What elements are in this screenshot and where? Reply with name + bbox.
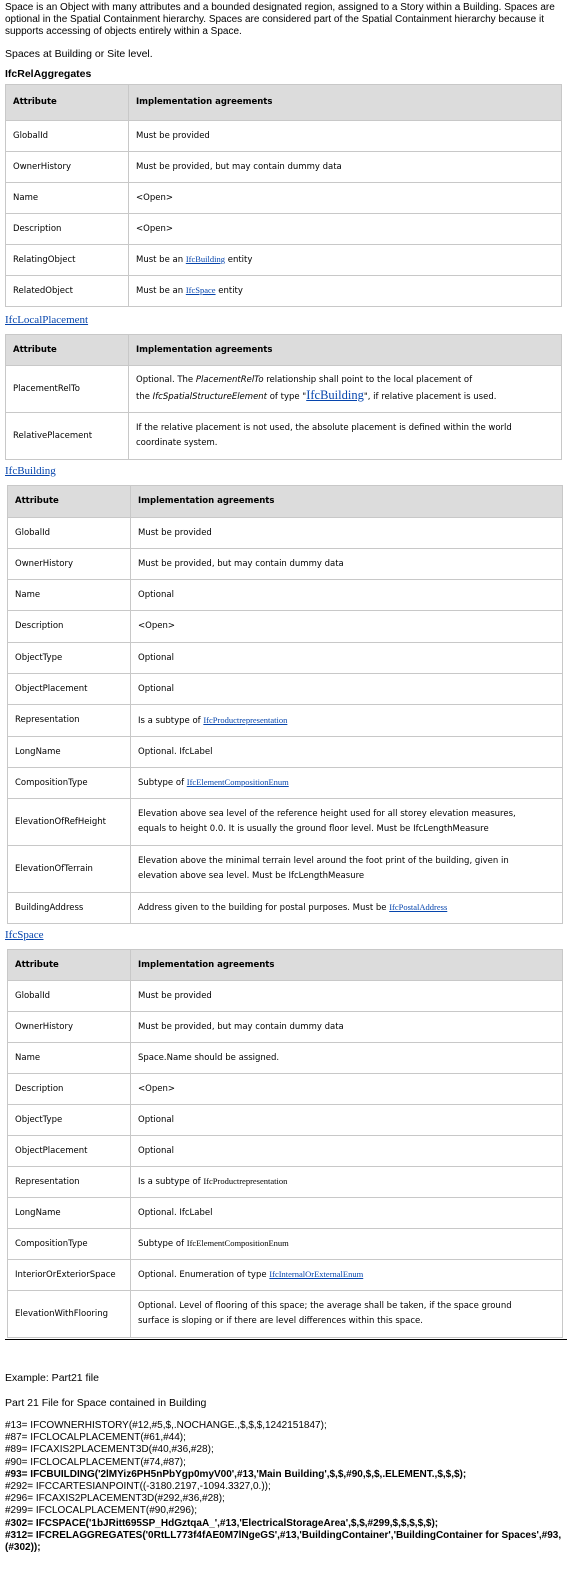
header-agreements: Implementation agreements [131, 950, 563, 981]
cell-line: Elevation above the minimal terrain level around the foot print of the building, given in [138, 856, 509, 866]
code-line: #292= IFCCARTESIANPOINT((-3180.2197,-1094.3327,0.)); [5, 1481, 271, 1493]
building-table [7, 485, 563, 924]
attr-cell: Name [8, 1043, 131, 1074]
agreement-cell: <Open> [131, 1074, 563, 1105]
table-row [6, 214, 562, 245]
attr-cell: InteriorOrExteriorSpace [8, 1260, 131, 1291]
table-header-row [6, 335, 562, 366]
agreement-cell [129, 413, 562, 460]
table-row [8, 737, 563, 768]
agreement-cell [131, 768, 563, 799]
table-row [8, 1291, 563, 1338]
table-row [8, 518, 563, 549]
cell-serif-text: IfcProductrepresentation [203, 1176, 288, 1186]
agreement-cell [129, 245, 562, 276]
table-row [6, 121, 562, 152]
relaggregates-table [5, 84, 562, 307]
cell-italic: IfcSpatialStructureElement [152, 392, 268, 402]
header-agreements: Implementation agreements [129, 85, 562, 121]
attr-cell: RelatingObject [6, 245, 129, 276]
cell-text: Must be an [136, 286, 186, 296]
code-line: #299= IFCLOCALPLACEMENT(#90,#296); [5, 1505, 198, 1517]
ifcspace-link[interactable]: IfcSpace [185, 285, 216, 295]
attr-cell: ObjectType [8, 1105, 131, 1136]
table-row [6, 366, 562, 413]
ifcinternalorexternalenum-link[interactable]: IfcInternalOrExternalEnum [269, 1269, 364, 1279]
attr-cell: CompositionType [8, 768, 131, 799]
example-caption: Part 21 File for Space contained in Building [5, 1397, 207, 1409]
code-line: #93= IFCBUILDING('2lMYiz6PH5nPbYgp0myV00',#13,'Main Building',$,$,#90,$,$,.ELEMENT.,$,$,$); [5, 1468, 467, 1480]
cell-line [136, 388, 554, 405]
table-row [8, 549, 563, 580]
ifcbuilding-link[interactable]: IfcBuilding [185, 254, 226, 264]
agreement-cell: Must be provided, but may contain dummy data [129, 152, 562, 183]
ifcbuilding-link[interactable]: IfcBuilding [306, 388, 364, 402]
attr-cell: Description [6, 214, 129, 245]
header-attribute: Attribute [8, 950, 131, 981]
agreement-cell [129, 366, 562, 413]
table-row [8, 799, 563, 846]
table-row [8, 705, 563, 737]
table-row [8, 1167, 563, 1198]
attr-cell: OwnerHistory [8, 1012, 131, 1043]
cell-serif-text: IfcElementCompositionEnum [186, 1238, 289, 1248]
agreement-cell: Optional. IfcLabel [131, 737, 563, 768]
agreement-cell [131, 1229, 563, 1260]
intro-paragraph: Space is an Object with many attributes and a bounded designated region, assigned to a Story within a Building. Spaces are optional in the Spatial Containment hierarchy. Spaces are considered part of the Spatial Containment hierarchy because it supports accessing of objects entirely within a Space. [5, 2, 555, 37]
attr-cell: ObjectPlacement [8, 674, 131, 705]
attr-cell: Name [6, 183, 129, 214]
cell-text: Is a subtype of [138, 715, 204, 726]
agreement-cell: Space.Name should be assigned. [131, 1043, 563, 1074]
cell-line [136, 373, 554, 388]
table-row [8, 1105, 563, 1136]
agreement-cell: Optional [131, 674, 563, 705]
agreement-cell: <Open> [129, 214, 562, 245]
table-row [8, 643, 563, 674]
attr-cell: Description [8, 611, 131, 643]
cell-text: entity [225, 255, 253, 265]
table-row [8, 1012, 563, 1043]
agreement-cell [129, 276, 562, 307]
table-row [8, 580, 563, 611]
agreement-cell: <Open> [129, 183, 562, 214]
table-header-row [8, 950, 563, 981]
cell-text: of type " [267, 392, 307, 402]
code-line: #90= IFCLOCALPLACEMENT(#74,#87); [5, 1456, 186, 1468]
part21-code-block [5, 1420, 570, 1554]
attr-cell: OwnerHistory [6, 152, 129, 183]
table-row [8, 1136, 563, 1167]
attr-cell: ObjectType [8, 643, 131, 674]
divider [5, 1339, 567, 1340]
cell-text: Is a subtype of [138, 1177, 204, 1187]
agreement-cell [131, 846, 563, 893]
code-line: #302= IFCSPACE('1bJRitt695SP_HdGztqaA_',#13,'ElectricalStorageArea',$,$,#299,$,$,$,$,$); [5, 1517, 439, 1529]
agreement-cell: Must be provided, but may contain dummy data [131, 1012, 563, 1043]
cell-text: Subtype of [138, 778, 187, 788]
table-row [6, 245, 562, 276]
attr-cell: GlobalId [8, 981, 131, 1012]
attr-cell: Description [8, 1074, 131, 1105]
code-line: #87= IFCLOCALPLACEMENT(#61,#44); [5, 1432, 186, 1444]
section-heading: IfcRelAggregates [5, 68, 92, 80]
ifcelementcompositionenum-link[interactable]: IfcElementCompositionEnum [186, 777, 289, 787]
cell-line: surface is sloping or if there are level differences within this space. [138, 1316, 423, 1326]
attr-cell: RelatedObject [6, 276, 129, 307]
cell-text: Optional. The [136, 375, 196, 385]
agreement-cell [131, 799, 563, 846]
cell-text: entity [215, 286, 243, 296]
cell-text: Must be an [136, 255, 186, 265]
attr-cell: BuildingAddress [8, 893, 131, 924]
table-row [8, 1229, 563, 1260]
ifcproductrepresentation-link[interactable]: IfcProductrepresentation [203, 714, 288, 725]
table-row [8, 1043, 563, 1074]
table-row [8, 846, 563, 893]
table-row [8, 611, 563, 643]
table-row [8, 1198, 563, 1229]
agreement-cell: Must be provided, but may contain dummy data [131, 549, 563, 580]
ifcspace-title-link[interactable]: IfcSpace [5, 929, 44, 941]
cell-italic: PlacementRelTo [195, 375, 264, 385]
space-table [7, 949, 563, 1338]
cell-line: Elevation above sea level of the reference height used for all storey elevation measures, [138, 809, 516, 819]
code-line: #13= IFCOWNERHISTORY(#12,#5,$,.NOCHANGE.,$,$,$,1242151847); [5, 1420, 327, 1431]
attr-cell: ObjectPlacement [8, 1136, 131, 1167]
cell-line: Optional. Level of flooring of this space; the average shall be taken, if the space ground [138, 1301, 512, 1311]
table-row [6, 276, 562, 307]
attr-cell: Name [8, 580, 131, 611]
code-line: #312= IFCRELAGGREGATES('0RtLL773f4fAE0M7lNgeGS',#13,'BuildingContainer','BuildingContainer for Spaces',#93,(#302)); [5, 1529, 562, 1554]
attr-cell: Representation [8, 705, 131, 737]
table-row [8, 674, 563, 705]
header-attribute: Attribute [6, 335, 129, 366]
cell-text: Address given to the building for postal purposes. Must be [138, 903, 390, 913]
table-row [8, 981, 563, 1012]
ifcpostaladdress-link[interactable]: IfcPostalAddress [389, 902, 448, 912]
agreement-cell: Optional [131, 1105, 563, 1136]
table-row [6, 413, 562, 460]
table-header-row [8, 486, 563, 518]
attr-cell: RelativePlacement [6, 413, 129, 460]
cell-text: ", if relative placement is used. [363, 392, 497, 402]
header-attribute: Attribute [8, 486, 131, 518]
table-row [8, 768, 563, 799]
agreement-cell: <Open> [131, 611, 563, 643]
localplacement-table [5, 334, 562, 460]
table-row [6, 152, 562, 183]
attr-cell: ElevationOfRefHeight [8, 799, 131, 846]
cell-text: Subtype of [138, 1239, 187, 1249]
cell-text: relationship shall point to the local placement of [263, 375, 473, 385]
header-agreements: Implementation agreements [131, 486, 563, 518]
table-header-row [6, 85, 562, 121]
example-label: Example: Part21 file [5, 1372, 99, 1384]
spaces-subtitle: Spaces at Building or Site level. [5, 48, 153, 60]
attr-cell: Representation [8, 1167, 131, 1198]
attr-cell: ElevationWithFlooring [8, 1291, 131, 1338]
attr-cell: OwnerHistory [8, 549, 131, 580]
ifclocalplacement-title-link[interactable]: IfcLocalPlacement [5, 314, 89, 326]
agreement-cell: Optional [131, 1136, 563, 1167]
attr-cell: LongName [8, 737, 131, 768]
cell-line: elevation above sea level. Must be IfcLengthMeasure [138, 871, 365, 881]
attr-cell: ElevationOfTerrain [8, 846, 131, 893]
agreement-cell [131, 893, 563, 924]
table-row [6, 183, 562, 214]
agreement-cell: Optional [131, 580, 563, 611]
attr-cell: PlacementRelTo [6, 366, 129, 413]
agreement-cell: Must be provided [131, 518, 563, 549]
header-agreements: Implementation agreements [129, 335, 562, 366]
attr-cell: GlobalId [8, 518, 131, 549]
agreement-cell: Must be provided [131, 981, 563, 1012]
code-line: #89= IFCAXIS2PLACEMENT3D(#40,#36,#28); [5, 1444, 214, 1456]
agreement-cell [131, 1260, 563, 1291]
agreement-cell [131, 1167, 563, 1198]
cell-text: Optional. Enumeration of type [138, 1270, 270, 1280]
attr-cell: LongName [8, 1198, 131, 1229]
attr-cell: GlobalId [6, 121, 129, 152]
table-row [8, 1074, 563, 1105]
code-line: #296= IFCAXIS2PLACEMENT3D(#292,#36,#28); [5, 1493, 225, 1505]
table-row [8, 893, 563, 924]
cell-line: If the relative placement is not used, the absolute placement is defined within the world [136, 423, 512, 433]
agreement-cell [131, 1291, 563, 1338]
cell-text: the [136, 392, 153, 402]
attr-cell: CompositionType [8, 1229, 131, 1260]
header-attribute: Attribute [6, 85, 129, 121]
ifcbuilding-title-link[interactable]: IfcBuilding [5, 465, 56, 477]
cell-line: equals to height 0.0. It is usually the ground floor level. Must be IfcLengthMeasure [138, 824, 489, 834]
agreement-cell: Optional. IfcLabel [131, 1198, 563, 1229]
agreement-cell: Must be provided [129, 121, 562, 152]
agreement-cell: Optional [131, 643, 563, 674]
agreement-cell [131, 705, 563, 737]
table-row [8, 1260, 563, 1291]
cell-line: coordinate system. [136, 438, 218, 448]
